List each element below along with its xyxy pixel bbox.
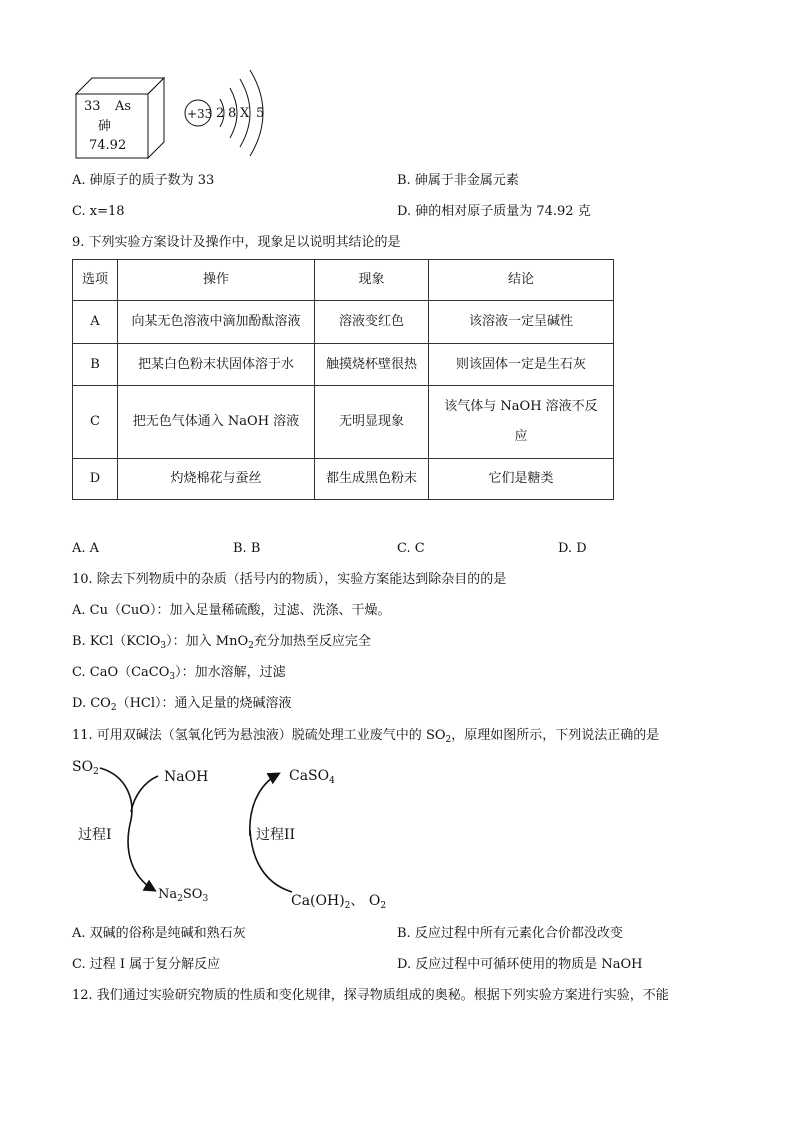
subscript: 2 [445, 735, 452, 745]
table-cell: 都生成黑色粉末 [315, 459, 429, 500]
subscript: 2 [380, 901, 387, 911]
subscript: 3 [202, 894, 209, 904]
table-header: 现象 [315, 260, 429, 301]
table-cell: 则该固体一定是生石灰 [429, 344, 614, 386]
table-cell: B [73, 344, 118, 386]
text: 、 O [350, 893, 381, 909]
element-mass: 74.92 [89, 138, 127, 153]
table-cell: 灼烧棉花与蚕丝 [118, 459, 315, 500]
q11-option-c: C. 过程 I 属于复分解反应 [72, 957, 221, 972]
subscript: 2 [177, 894, 183, 904]
so2-label [72, 758, 99, 776]
element-name: 砷 [98, 119, 112, 134]
table-cell [429, 386, 614, 459]
shell-4-count: 5 [256, 106, 265, 121]
text: ）：加水溶解，过滤 [175, 665, 286, 680]
text: SO [182, 887, 203, 902]
subscript: 3 [160, 641, 167, 651]
table-row [73, 344, 614, 386]
q8-option-a: A. 砷原子的质子数为 33 [72, 173, 215, 188]
table-row [73, 301, 614, 344]
process-1-label: 过程I [78, 827, 112, 843]
q8-option-d: D. 砷的相对原子质量为 74.92 克 [397, 204, 591, 219]
table-header: 选项 [73, 260, 118, 301]
q9-stem: 9. 下列实验方案设计及操作中，现象足以说明其结论的是 [72, 235, 401, 250]
table-cell: 该溶液一定呈碱性 [429, 301, 614, 344]
element-number: 33 [84, 99, 101, 114]
table-cell: D [73, 459, 118, 500]
text: CaSO [289, 768, 330, 784]
q12-stem: 12. 我们通过实验研究物质的性质和变化规律，探寻物质组成的奥秘。根据下列实验方案进行实验，不能 [72, 988, 669, 1003]
table-cell: C [73, 386, 118, 459]
table-cell: 溶液变红色 [315, 301, 429, 344]
subscript: 2 [110, 703, 117, 713]
table-cell: 触摸烧杯壁很热 [315, 344, 429, 386]
q11-option-a: A. 双碱的俗称是纯碱和熟石灰 [72, 926, 246, 941]
text: SO [72, 759, 94, 775]
text: D. CO [72, 696, 111, 711]
caso4-label [289, 767, 335, 785]
subscript: 2 [248, 641, 254, 651]
subscript: 4 [329, 776, 335, 786]
q9-experiment-table [72, 259, 614, 500]
text: ，原理如图所示，下列说法正确的是 [451, 728, 660, 743]
q8-option-c: C. x=18 [72, 204, 125, 219]
subscript: 2 [93, 767, 99, 777]
conclusion-line: 该气体与 NaOH 溶液不反 [444, 399, 598, 414]
q8-option-b: B. 砷属于非金属元素 [397, 173, 519, 188]
q10-option-c [72, 664, 286, 682]
caoh2-o2-label [291, 892, 386, 910]
shell-1-count: 2 [216, 106, 225, 121]
text: B. KCl（KClO [72, 634, 161, 649]
q11-stem [72, 727, 659, 745]
table-cell: A [73, 301, 118, 344]
na2so3-label [158, 886, 208, 904]
subscript: 3 [169, 672, 176, 682]
text: ）：加入 MnO [166, 634, 249, 649]
shell-3-count: X [240, 106, 250, 121]
table-row [73, 459, 614, 500]
text: 11. 可用双碱法（氢氧化钙为悬浊液）脱硫处理工业废气中的 SO [72, 728, 446, 743]
q9-option-d: D. D [558, 541, 587, 556]
nucleus-charge: +33 [187, 107, 213, 121]
table-header: 操作 [118, 260, 315, 301]
text: Ca(OH) [291, 893, 345, 909]
table-cell: 把无色气体通入 NaOH 溶液 [118, 386, 315, 459]
text: （HCl）：通入足量的烧碱溶液 [116, 696, 292, 711]
q11-option-b: B. 反应过程中所有元素化合价都没改变 [397, 926, 623, 941]
element-symbol: As [115, 99, 132, 114]
table-row [73, 386, 614, 459]
table-cell: 向某无色溶液中滴加酚酞溶液 [118, 301, 315, 344]
q9-option-c: C. C [397, 541, 425, 556]
q11-option-d: D. 反应过程中可循环使用的物质是 NaOH [397, 957, 643, 972]
shell-2-count: 8 [228, 106, 237, 121]
process-2-label: 过程II [256, 827, 296, 843]
subscript: 2 [344, 901, 351, 911]
q9-option-b: B. B [233, 541, 261, 556]
conclusion-line: 应 [514, 429, 528, 444]
q10-stem: 10. 除去下列物质中的杂质（括号内的物质），实验方案能达到除杂目的的是 [72, 572, 507, 587]
q10-option-d [72, 695, 292, 713]
table-cell: 把某白色粉末状固体溶于水 [118, 344, 315, 386]
text: Na [158, 887, 178, 902]
q10-option-a: A. Cu（CuO）：加入足量稀硫酸，过滤、洗涤、干燥。 [72, 603, 391, 618]
table-header: 结论 [429, 260, 614, 301]
text: 充分加热至反应完全 [253, 634, 371, 649]
q10-option-b [72, 633, 371, 651]
q9-option-a: A. A [72, 541, 100, 556]
text: C. CaO（CaCO [72, 665, 170, 680]
naoh-label: NaOH [164, 769, 209, 785]
table-cell: 它们是糖类 [429, 459, 614, 500]
table-cell: 无明显现象 [315, 386, 429, 459]
table-header-row [73, 260, 614, 301]
